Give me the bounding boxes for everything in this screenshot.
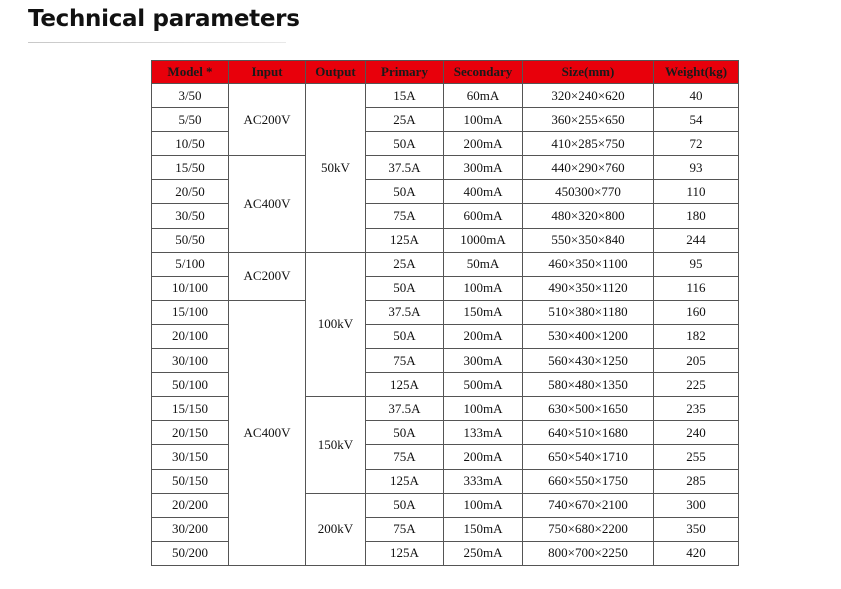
cell-input: AC200V <box>229 252 306 300</box>
cell-weight: 240 <box>654 421 739 445</box>
cell-output: 100kV <box>306 252 366 397</box>
cell-size: 650×540×1710 <box>523 445 654 469</box>
cell-size: 740×670×2100 <box>523 493 654 517</box>
cell-size: 550×350×840 <box>523 228 654 252</box>
cell-primary: 37.5A <box>366 300 444 324</box>
cell-model: 10/50 <box>152 132 229 156</box>
cell-weight: 116 <box>654 276 739 300</box>
cell-size: 530×400×1200 <box>523 324 654 348</box>
cell-model: 5/100 <box>152 252 229 276</box>
cell-primary: 50A <box>366 493 444 517</box>
cell-secondary: 200mA <box>444 324 523 348</box>
cell-weight: 350 <box>654 517 739 541</box>
cell-input: AC200V <box>229 84 306 156</box>
cell-weight: 285 <box>654 469 739 493</box>
header-weight: Weight(kg) <box>654 61 739 84</box>
cell-primary: 25A <box>366 252 444 276</box>
cell-weight: 110 <box>654 180 739 204</box>
cell-primary: 125A <box>366 373 444 397</box>
cell-weight: 93 <box>654 156 739 180</box>
cell-primary: 50A <box>366 421 444 445</box>
cell-model: 50/200 <box>152 541 229 565</box>
cell-secondary: 60mA <box>444 84 523 108</box>
cell-primary: 125A <box>366 541 444 565</box>
cell-size: 630×500×1650 <box>523 397 654 421</box>
cell-primary: 75A <box>366 445 444 469</box>
cell-weight: 225 <box>654 373 739 397</box>
cell-primary: 75A <box>366 517 444 541</box>
cell-weight: 180 <box>654 204 739 228</box>
cell-size: 320×240×620 <box>523 84 654 108</box>
cell-primary: 125A <box>366 228 444 252</box>
cell-primary: 37.5A <box>366 156 444 180</box>
table-body <box>152 84 739 566</box>
header-model: Model * <box>152 61 229 84</box>
cell-input: AC400V <box>229 156 306 252</box>
cell-size: 360×255×650 <box>523 108 654 132</box>
cell-model: 50/150 <box>152 469 229 493</box>
cell-size: 410×285×750 <box>523 132 654 156</box>
technical-parameters-table <box>151 60 739 566</box>
cell-model: 10/100 <box>152 276 229 300</box>
cell-secondary: 133mA <box>444 421 523 445</box>
table-row <box>152 300 739 324</box>
cell-weight: 255 <box>654 445 739 469</box>
cell-primary: 50A <box>366 276 444 300</box>
cell-primary: 75A <box>366 349 444 373</box>
cell-output: 200kV <box>306 493 366 565</box>
cell-size: 580×480×1350 <box>523 373 654 397</box>
cell-size: 750×680×2200 <box>523 517 654 541</box>
cell-weight: 420 <box>654 541 739 565</box>
cell-secondary: 150mA <box>444 517 523 541</box>
cell-weight: 40 <box>654 84 739 108</box>
cell-primary: 75A <box>366 204 444 228</box>
cell-size: 490×350×1120 <box>523 276 654 300</box>
cell-primary: 25A <box>366 108 444 132</box>
cell-primary: 125A <box>366 469 444 493</box>
table-row <box>152 252 739 276</box>
cell-model: 15/50 <box>152 156 229 180</box>
header-size: Size(mm) <box>523 61 654 84</box>
cell-secondary: 333mA <box>444 469 523 493</box>
cell-primary: 37.5A <box>366 397 444 421</box>
cell-secondary: 100mA <box>444 108 523 132</box>
cell-primary: 50A <box>366 180 444 204</box>
cell-size: 640×510×1680 <box>523 421 654 445</box>
cell-weight: 244 <box>654 228 739 252</box>
table-header-row <box>152 61 739 84</box>
cell-weight: 235 <box>654 397 739 421</box>
cell-weight: 300 <box>654 493 739 517</box>
cell-size: 460×350×1100 <box>523 252 654 276</box>
cell-input: AC400V <box>229 300 306 565</box>
cell-model: 3/50 <box>152 84 229 108</box>
cell-size: 510×380×1180 <box>523 300 654 324</box>
cell-secondary: 200mA <box>444 132 523 156</box>
cell-model: 50/50 <box>152 228 229 252</box>
cell-primary: 50A <box>366 324 444 348</box>
cell-secondary: 1000mA <box>444 228 523 252</box>
header-primary: Primary <box>366 61 444 84</box>
cell-output: 150kV <box>306 397 366 493</box>
cell-primary: 15A <box>366 84 444 108</box>
cell-size: 800×700×2250 <box>523 541 654 565</box>
cell-size: 480×320×800 <box>523 204 654 228</box>
cell-weight: 54 <box>654 108 739 132</box>
header-input: Input <box>229 61 306 84</box>
cell-model: 30/100 <box>152 349 229 373</box>
cell-model: 30/150 <box>152 445 229 469</box>
cell-secondary: 300mA <box>444 156 523 180</box>
cell-weight: 160 <box>654 300 739 324</box>
cell-output: 50kV <box>306 84 366 253</box>
header-secondary: Secondary <box>444 61 523 84</box>
cell-weight: 95 <box>654 252 739 276</box>
cell-model: 20/100 <box>152 324 229 348</box>
cell-model: 20/200 <box>152 493 229 517</box>
cell-secondary: 50mA <box>444 252 523 276</box>
cell-model: 15/100 <box>152 300 229 324</box>
cell-model: 15/150 <box>152 397 229 421</box>
cell-model: 30/50 <box>152 204 229 228</box>
cell-weight: 182 <box>654 324 739 348</box>
cell-size: 660×550×1750 <box>523 469 654 493</box>
cell-model: 20/150 <box>152 421 229 445</box>
cell-secondary: 400mA <box>444 180 523 204</box>
cell-model: 5/50 <box>152 108 229 132</box>
cell-secondary: 250mA <box>444 541 523 565</box>
cell-secondary: 300mA <box>444 349 523 373</box>
cell-secondary: 500mA <box>444 373 523 397</box>
title-underline <box>28 42 286 43</box>
cell-secondary: 100mA <box>444 276 523 300</box>
cell-model: 20/50 <box>152 180 229 204</box>
cell-weight: 72 <box>654 132 739 156</box>
table-row <box>152 156 739 180</box>
cell-size: 450300×770 <box>523 180 654 204</box>
cell-model: 50/100 <box>152 373 229 397</box>
cell-secondary: 100mA <box>444 493 523 517</box>
cell-secondary: 200mA <box>444 445 523 469</box>
table-row <box>152 84 739 108</box>
cell-model: 30/200 <box>152 517 229 541</box>
header-output: Output <box>306 61 366 84</box>
cell-size: 560×430×1250 <box>523 349 654 373</box>
cell-weight: 205 <box>654 349 739 373</box>
cell-secondary: 600mA <box>444 204 523 228</box>
page-title: Technical parameters <box>28 6 300 32</box>
cell-secondary: 150mA <box>444 300 523 324</box>
cell-size: 440×290×760 <box>523 156 654 180</box>
cell-secondary: 100mA <box>444 397 523 421</box>
cell-primary: 50A <box>366 132 444 156</box>
